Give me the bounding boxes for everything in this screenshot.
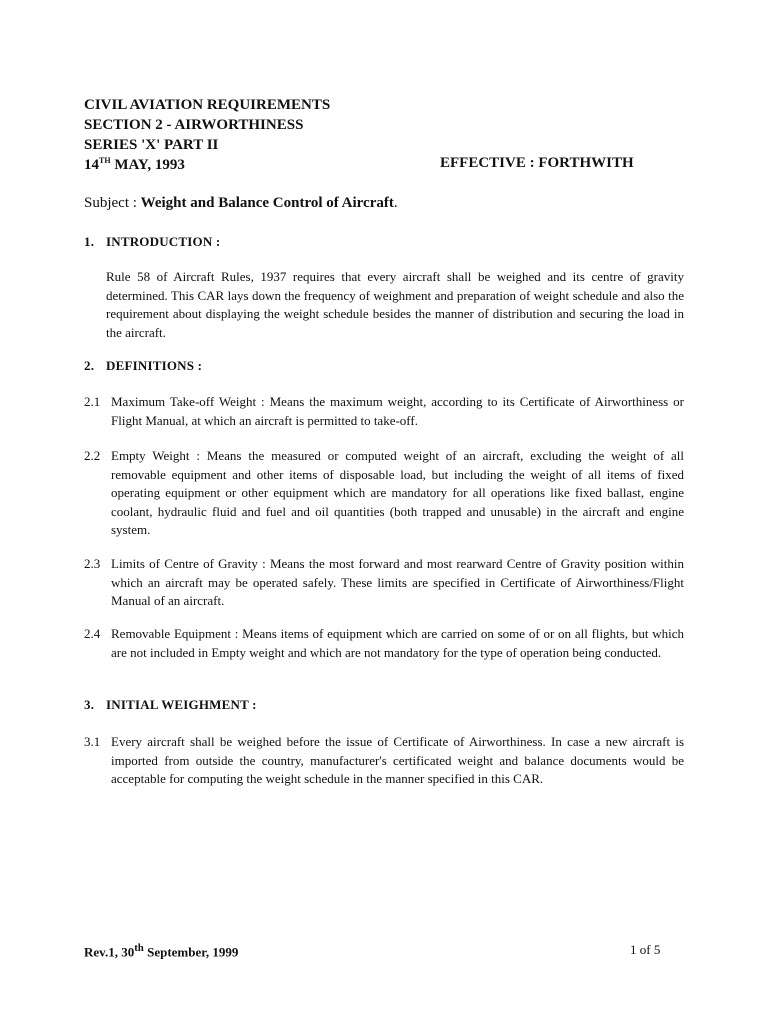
revision-suffix: September, 1999 xyxy=(143,944,239,960)
definition-number: 2.1 xyxy=(84,394,101,409)
section-2-number: 2. xyxy=(84,358,95,373)
definition-text: Limits of Centre of Gravity : Means the most forward and most rearward Centre of Gravity position within which an aircraft may be operated safely. These limits are specified in Certificate of Airworthiness/Flight Manual of an aircraft. xyxy=(111,556,684,608)
section-1-text: Rule 58 of Aircraft Rules, 1937 requires that every aircraft shall be weighed and its centre of gravity determined. This CAR lays down the frequency of weighment and preparation of weight schedule and also the requirement about displaying the weight schedule besides the manner of distribution and securing the load in the aircraft. xyxy=(106,269,684,340)
paragraph-3-1 xyxy=(84,733,684,789)
section-1-title: INTRODUCTION : xyxy=(106,234,221,249)
section-2-heading xyxy=(84,358,202,374)
paragraph-text: Every aircraft shall be weighed before the issue of Certificate of Airworthiness. In case a new aircraft is imported from outside the country, manufacturer's certificated weight and balance documents would be acceptable for computing the weight schedule in the manner specified in this CAR. xyxy=(111,734,684,786)
date-day: 14 xyxy=(84,157,99,173)
definition-text: Maximum Take-off Weight : Means the maximum weight, according to its Certificate of Airworthiness or Flight Manual, at which an aircraft is permitted to take-off. xyxy=(111,394,684,428)
paragraph-number: 3.1 xyxy=(84,734,101,749)
definition-2-1 xyxy=(84,393,684,430)
page-number: 1 of 5 xyxy=(630,942,661,957)
effective-label: EFFECTIVE : FORTHWITH xyxy=(440,155,634,171)
subject-label: Subject : xyxy=(84,195,141,211)
header-section: SECTION 2 - AIRWORTHINESS xyxy=(84,117,304,133)
revision-superscript: th xyxy=(134,942,144,954)
definition-2-2 xyxy=(84,447,684,540)
header-title: CIVIL AVIATION REQUIREMENTS xyxy=(84,97,331,113)
definition-text: Empty Weight : Means the measured or computed weight of an aircraft, excluding the weight of all removable equipment and other items of disposable load, but including the weight of all items of fixed operating equipment or other equipment which are mandatory for all operations like fixed ballast, engine coolant, hydraulic fluid and fuel and oil quantities (both trapped and unusable) in the aircraft and engine system. xyxy=(111,448,684,537)
section-3-title: INITIAL WEIGHMENT : xyxy=(106,697,257,712)
definition-number: 2.3 xyxy=(84,556,101,571)
subject-period: . xyxy=(393,195,398,211)
section-1-heading xyxy=(84,234,220,250)
header-series: SERIES 'X' PART II xyxy=(84,137,219,153)
section-3-number: 3. xyxy=(84,697,95,712)
revision-prefix: Rev.1, 30 xyxy=(84,944,135,960)
date-superscript: TH xyxy=(99,156,111,165)
date-rest: MAY, 1993 xyxy=(110,157,185,173)
definition-number: 2.2 xyxy=(84,448,101,463)
subject-line xyxy=(84,195,398,212)
definition-number: 2.4 xyxy=(84,626,101,641)
definition-2-4 xyxy=(84,625,684,662)
definition-2-3 xyxy=(84,555,684,611)
section-3-heading xyxy=(84,697,257,713)
revision-note xyxy=(84,942,238,960)
definition-text: Removable Equipment : Means items of equipment which are carried on some of or on all flights, but which are not included in Empty weight and which are not mandatory for the type of operation being conducted. xyxy=(111,626,684,660)
header-date xyxy=(84,155,185,175)
section-1-number: 1. xyxy=(84,234,95,249)
section-2-title: DEFINITIONS : xyxy=(106,358,203,373)
subject-title: Weight and Balance Control of Aircraft xyxy=(140,195,394,211)
